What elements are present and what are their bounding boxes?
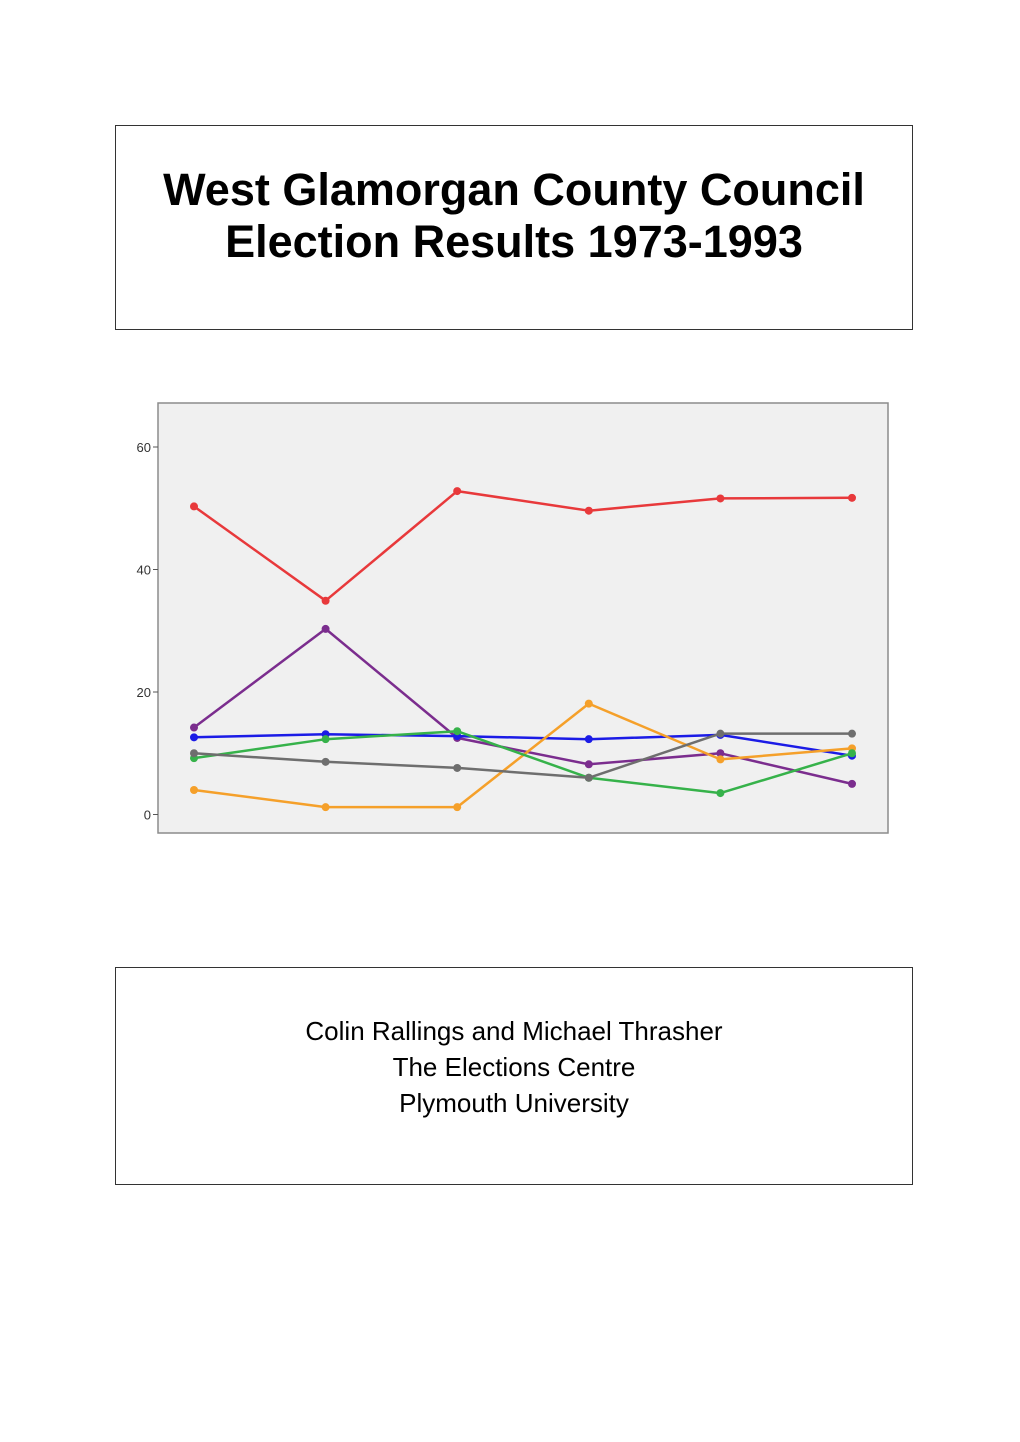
authors-university: Plymouth University xyxy=(399,1088,629,1118)
author-box xyxy=(115,967,913,1185)
title-box xyxy=(115,125,913,330)
series-2-point xyxy=(190,724,198,732)
series-1-point xyxy=(322,597,330,605)
series-5-point xyxy=(322,735,330,743)
series-1-point xyxy=(453,487,461,495)
series-6-point xyxy=(453,764,461,772)
series-1-point xyxy=(190,502,198,510)
series-4-point xyxy=(190,786,198,794)
series-6-point xyxy=(848,730,856,738)
series-5-point xyxy=(848,749,856,757)
authors-centre: The Elections Centre xyxy=(392,1052,636,1082)
series-2-point xyxy=(322,625,330,633)
y-tick-label: 60 xyxy=(136,440,151,455)
document-title-line-1: West Glamorgan County Council xyxy=(163,164,865,215)
cover-chart xyxy=(120,398,900,843)
series-6-point xyxy=(585,774,593,782)
y-tick-label: 0 xyxy=(143,807,151,823)
authors-names: Colin Rallings and Michael Thrasher xyxy=(305,1016,723,1046)
series-1-point xyxy=(848,494,856,502)
series-1-point xyxy=(716,494,724,502)
series-5-point xyxy=(453,727,461,735)
series-6-point xyxy=(716,730,724,738)
series-3-point xyxy=(585,735,593,743)
series-6-point xyxy=(190,749,198,757)
series-5-point xyxy=(716,789,724,797)
y-tick-label: 20 xyxy=(136,685,151,700)
series-4-point xyxy=(716,755,724,763)
plot-area xyxy=(158,403,888,833)
series-3-point xyxy=(190,733,198,741)
series-4-point xyxy=(453,803,461,811)
y-tick-label: 40 xyxy=(136,562,151,578)
line-chart xyxy=(120,398,900,843)
series-2-point xyxy=(848,780,856,788)
series-4-point xyxy=(322,803,330,811)
series-1-point xyxy=(585,507,593,515)
series-6-point xyxy=(322,758,330,766)
series-2-point xyxy=(585,760,593,768)
series-4-point xyxy=(585,700,593,708)
document-title-line-2: Election Results 1973-1993 xyxy=(225,216,803,267)
